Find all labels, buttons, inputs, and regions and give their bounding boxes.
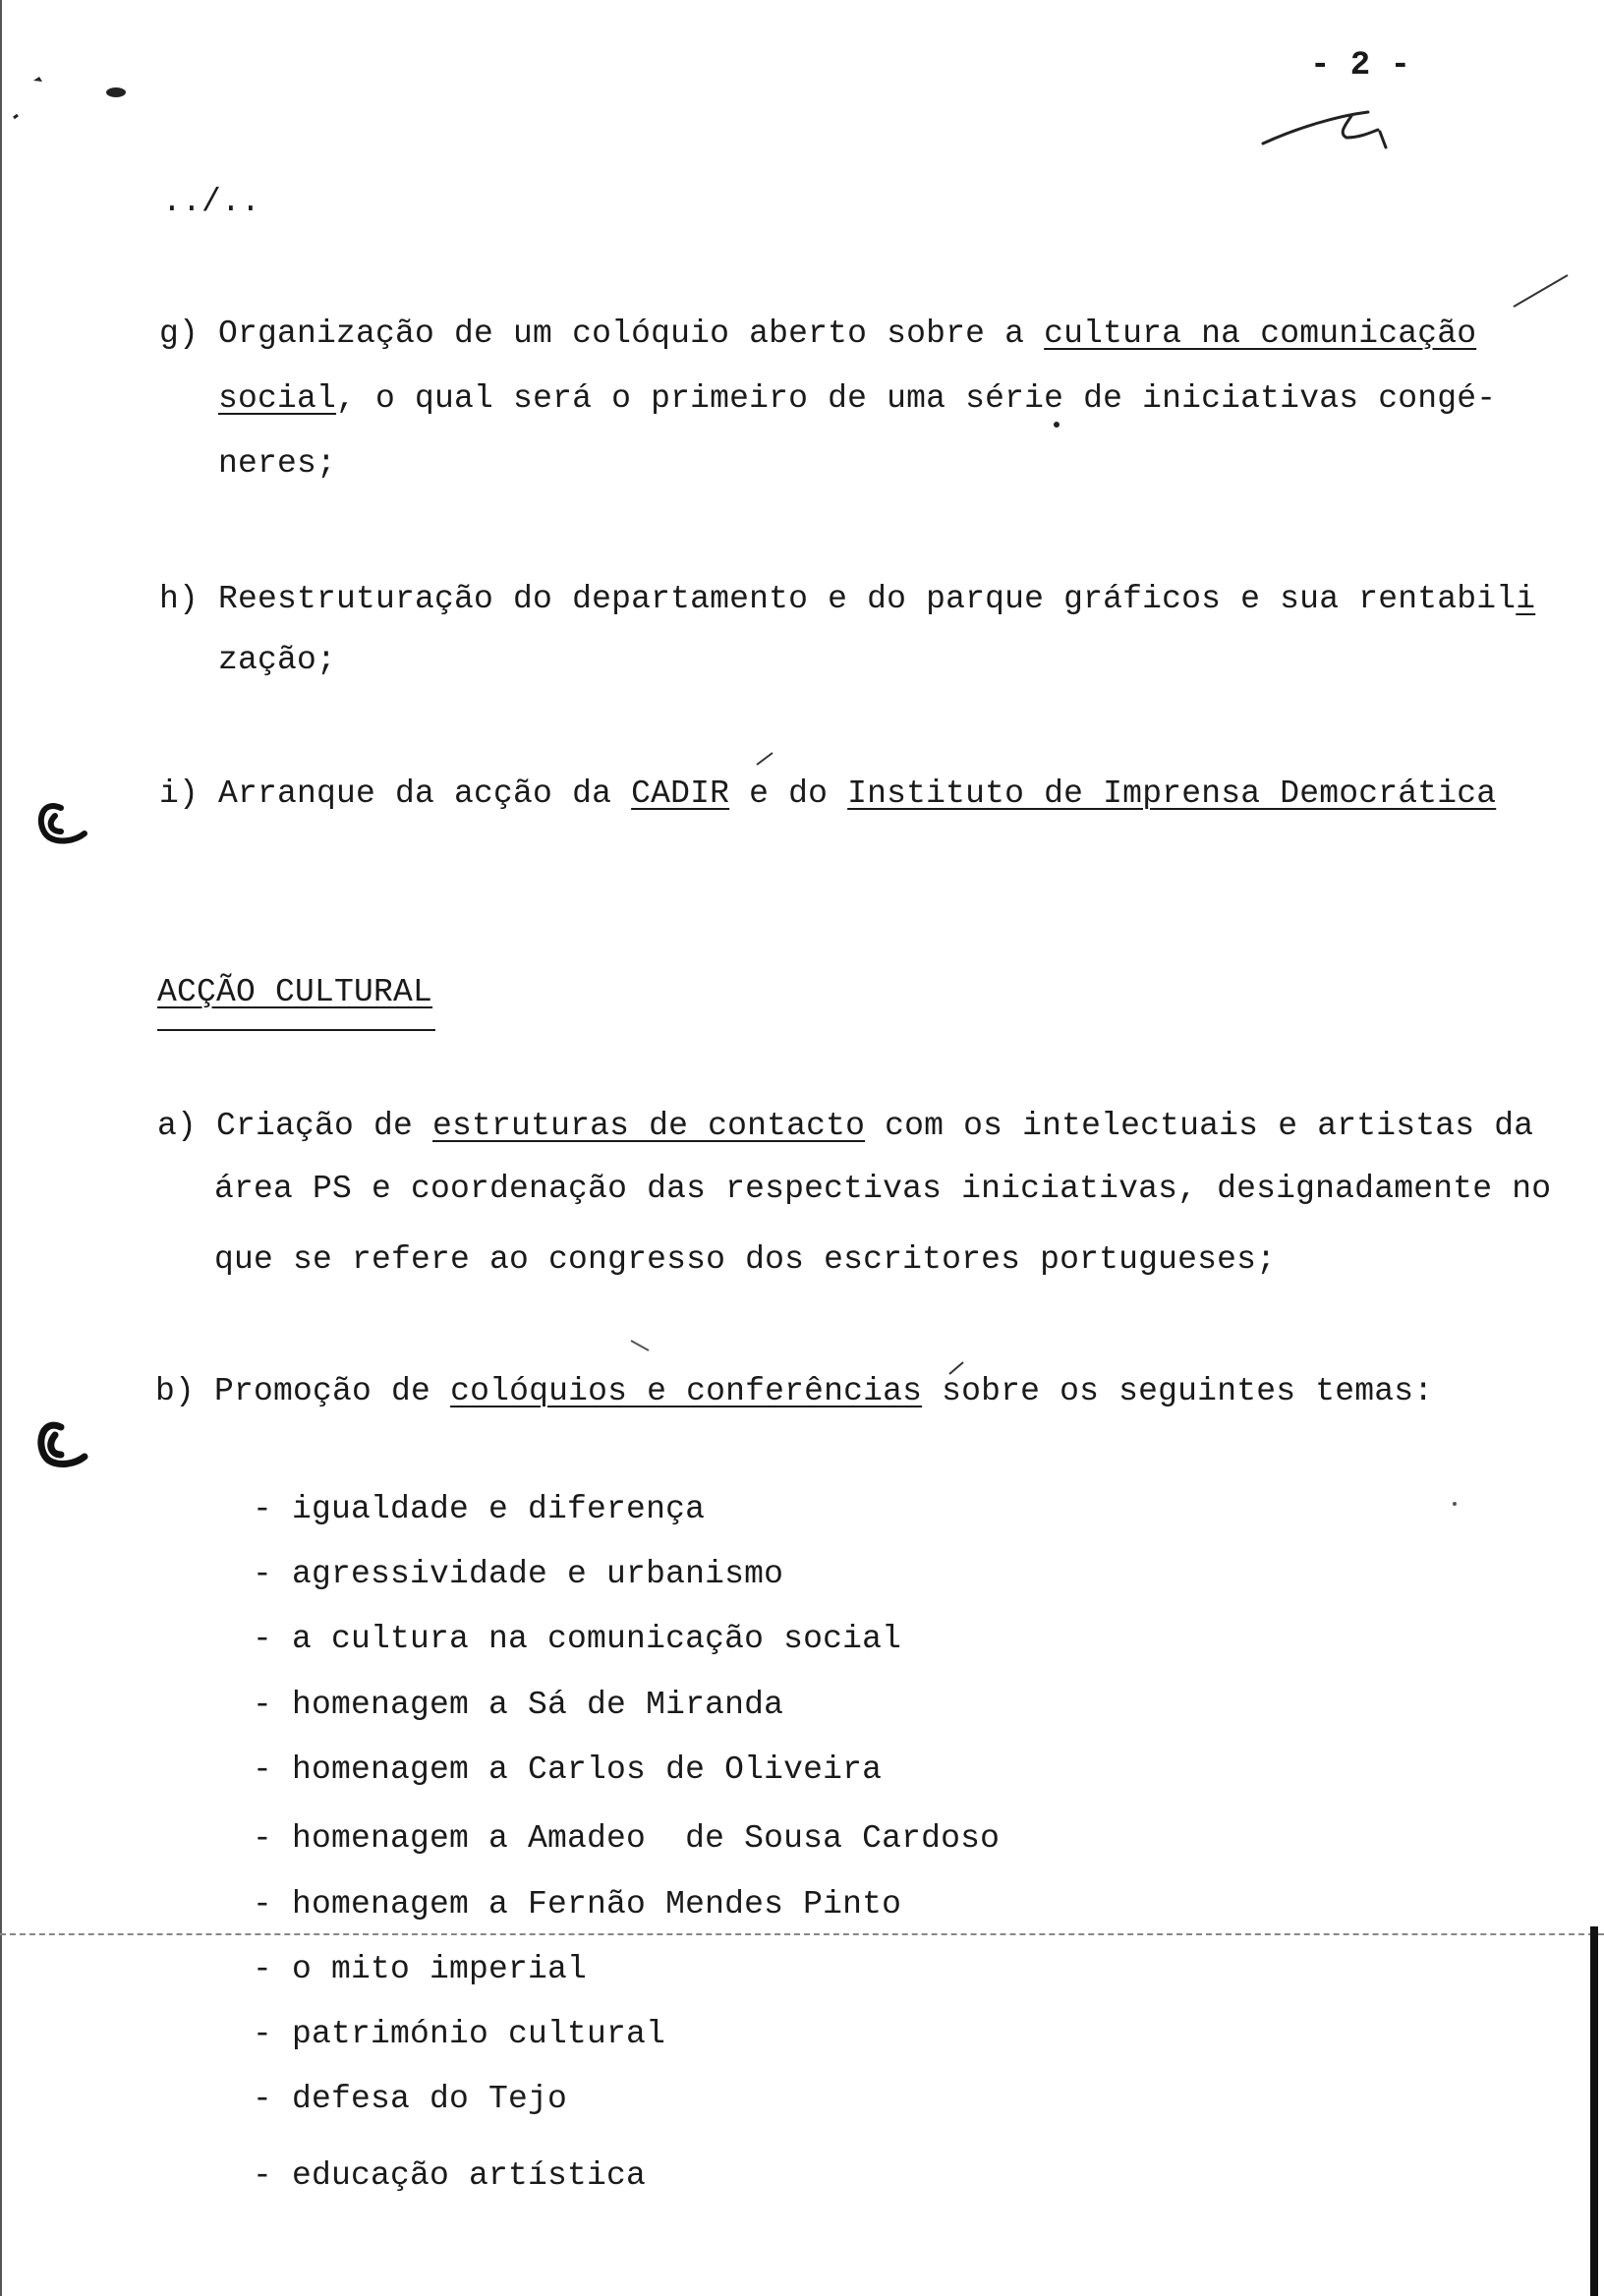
cultural-a-line-3: que se refere ao congresso dos escritores portugueses; [214, 1241, 1277, 1278]
item-g-line-2: social, o qual será o primeiro de uma série de iniciativas congé- [218, 380, 1497, 417]
list-item: - património cultural [253, 2016, 666, 2052]
item-i-line: i) Arranque da acção da CADIR e do Instituto de Imprensa Democrática [159, 775, 1497, 812]
list-item: - defesa do Tejo [253, 2081, 568, 2117]
page-number: - 2 - [1310, 47, 1411, 85]
item-g-line-1: g) Organização de um colóquio aberto sobre a cultura na comunicação [159, 316, 1477, 352]
item-g-underlined-2: social [218, 380, 337, 417]
list-item: - agressividade e urbanismo [253, 1556, 784, 1592]
cultural-a-line-1: a) Criação de estruturas de contacto com os intelectuais e artistas da [157, 1108, 1534, 1144]
item-h-line-2: zação; [218, 642, 337, 678]
cultural-b-line: b) Promoção de colóquios e conferências sobre os seguintes temas: [155, 1373, 1434, 1409]
item-i-underlined-instituto: Instituto de Imprensa Democrática [847, 775, 1497, 812]
section-heading: ACÇÃO CULTURAL [157, 974, 433, 1010]
section-heading-second-rule [157, 1029, 435, 1031]
list-item: - a cultura na comunicação social [253, 1621, 902, 1657]
cultural-a-underlined: estruturas de contacto [432, 1108, 866, 1144]
list-item: - igualdade e diferença [253, 1491, 706, 1527]
list-item: - homenagem a Carlos de Oliveira [253, 1751, 883, 1788]
item-g-line-3: neres; [218, 445, 337, 482]
cultural-b-underlined: colóquios e conferências [450, 1373, 923, 1409]
continuation-mark: ../.. [162, 184, 261, 220]
cultural-a-line-2: área PS e coordenação das respectivas iniciativas, designadamente no [214, 1171, 1552, 1207]
item-h-underlined: i [1516, 581, 1536, 617]
list-item: - homenagem a Fernão Mendes Pinto [253, 1886, 902, 1923]
list-item: - educação artística [253, 2157, 647, 2194]
list-item: - homenagem a Amadeo de Sousa Cardoso [253, 1820, 1001, 1857]
item-i-underlined-cadir: CADIR [631, 775, 730, 812]
item-g-underlined-1: cultura na comunicação [1044, 316, 1477, 352]
list-item: - o mito imperial [253, 1951, 588, 1987]
item-h-line-1: h) Reestruturação do departamento e do parque gráficos e sua rentabili [159, 581, 1536, 617]
list-item: - homenagem a Sá de Miranda [253, 1687, 784, 1723]
